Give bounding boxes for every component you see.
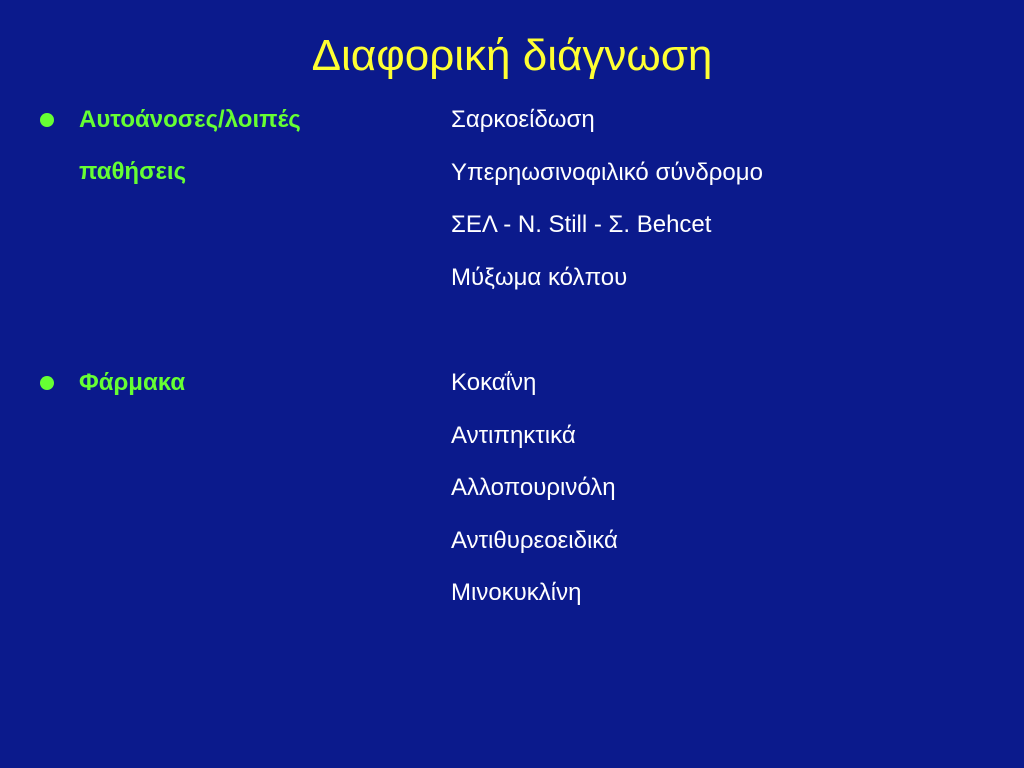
- bullet-icon: [40, 113, 54, 127]
- list-item: Αντιπηκτικά: [451, 421, 576, 449]
- item-list-drugs: [451, 357, 618, 620]
- list-item: ΣΕΛ - Ν. Still - Σ. Behcet: [451, 211, 712, 238]
- list-item: Υπερηωσινοφιλικό σύνδρομο: [451, 158, 763, 186]
- category-label-line1: Αυτοάνοσες/λοιπές: [79, 106, 301, 133]
- slide-title: Διαφορική διάγνωση: [311, 31, 713, 80]
- list-item: Κοκαΐνη: [451, 369, 537, 396]
- list-item: Αντιθυρεοειδικά: [451, 526, 618, 554]
- category-label-line1: Φάρμακα: [79, 369, 186, 396]
- list-item: Μύξωμα κόλπου: [451, 263, 628, 291]
- list-item: Αλλοπουρινόλη: [451, 474, 616, 501]
- category-autoimmune: [79, 94, 399, 198]
- list-item: Σαρκοείδωση: [451, 106, 595, 133]
- bullet-icon: [40, 376, 54, 390]
- category-drugs: [79, 357, 399, 409]
- item-list-autoimmune: [451, 94, 763, 304]
- list-item: Μινοκυκλίνη: [451, 579, 582, 606]
- category-label-line2: παθήσεις: [79, 158, 187, 185]
